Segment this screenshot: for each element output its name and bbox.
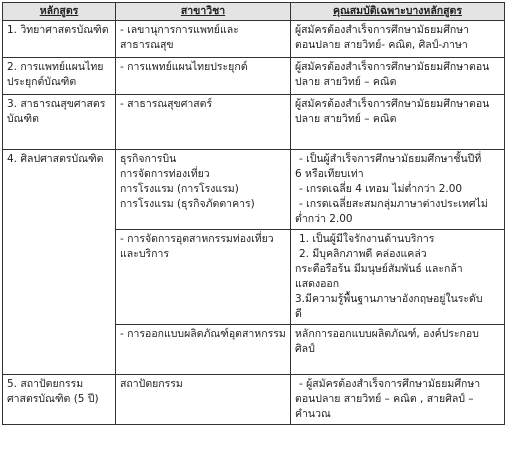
major-cell	[116, 21, 291, 58]
qualification-text: - ผู้สมัครต้องสำเร็จการศึกษามัธยมศึกษา	[299, 378, 481, 390]
qualification-cell	[291, 230, 505, 325]
program-cell	[3, 150, 116, 375]
qualification-text: - เป็นผู้สำเร็จการศึกษามัธยมศึกษาชั้นปีที่	[299, 153, 482, 165]
major-text: - การออกแบบผลิตภัณฑ์อุตสาหกรรม	[120, 328, 286, 340]
program-text: 5. สถาปัตยกรรม	[7, 378, 84, 390]
major-text: การจัดการท่องเที่ยว	[120, 168, 210, 180]
program-cell	[3, 21, 116, 58]
major-text: การโรงแรม (การโรงแรม)	[120, 183, 239, 195]
qualification-text: ผู้สมัครต้องสำเร็จการศึกษามัธยมศึกษาตอน	[295, 98, 490, 110]
major-cell	[116, 375, 291, 425]
qualification-text: 2. มีบุคลิกภาพดี คล่องแคล่ว	[299, 248, 427, 260]
header-major: สาขาวิชา	[116, 3, 291, 21]
header-qualification: คุณสมบัติเฉพาะบางหลักสูตร	[291, 3, 505, 21]
major-cell	[116, 230, 291, 325]
qualification-cell	[291, 58, 505, 95]
header-program: หลักสูตร	[3, 3, 116, 21]
program-text: 3. สาธารณสุขศาสตร	[7, 98, 106, 110]
qualification-text: ผู้สมัครต้องสำเร็จการศึกษามัธยมศึกษา	[295, 24, 470, 36]
program-text: ศาสตรบัณฑิต (5 ปี)	[7, 393, 99, 405]
major-text: - การจัดการอุตสาหกรรมท่องเที่ยว	[120, 233, 274, 245]
qualification-text: ตอนปลาย สายวิทย์- คณิต, ศิลป์-ภาษา	[295, 39, 468, 51]
table-row	[3, 58, 505, 95]
table-row	[3, 21, 505, 58]
program-text: 2. การแพทย์แผนไทย	[7, 61, 104, 73]
major-cell	[116, 95, 291, 150]
program-text: ประยุกต์บัณฑิต	[7, 76, 77, 88]
table-row	[3, 95, 505, 150]
qualification-text: กระตือรือร้น มีมนุษย์สัมพันธ์ และกล้า	[295, 263, 463, 275]
qualification-cell	[291, 95, 505, 150]
major-text: และบริการ	[120, 248, 170, 260]
qualification-text: ปลาย สายวิทย์ – คณิต	[295, 113, 397, 125]
qualification-text: ศิลป์	[295, 343, 315, 355]
table-row	[3, 150, 505, 230]
table-row	[3, 375, 505, 425]
program-cell	[3, 58, 116, 95]
qualification-text: ผู้สมัครต้องสำเร็จการศึกษามัธยมศึกษาตอน	[295, 61, 490, 73]
qualification-text: - เกรดเฉลี่ยสะสมกลุ่มภาษาต่างประเทศไม่	[299, 198, 488, 210]
qualification-text: 3.มีความรู้พื้นฐานภาษาอังกฤษอยู่ในระดับ	[295, 293, 483, 305]
qualification-cell	[291, 375, 505, 425]
major-text: - สาธารณสุขศาสตร์	[120, 98, 213, 110]
qualification-text: 6 หรือเทียบเท่า	[295, 168, 364, 180]
major-cell	[116, 150, 291, 230]
qualification-cell	[291, 21, 505, 58]
program-cell	[3, 95, 116, 150]
qualification-text: หลักการออกแบบผลิตภัณฑ์, องค์ประกอบ	[295, 328, 479, 340]
qualification-text: 1. เป็นผู้มีใจรักงานด้านบริการ	[299, 233, 435, 245]
qualification-cell	[291, 150, 505, 230]
qualification-text: ปลาย สายวิทย์ – คณิต	[295, 76, 397, 88]
qualification-text: ต่ำกว่า 2.00	[295, 213, 353, 225]
major-text: สถาปัตยกรรม	[120, 378, 183, 390]
major-text: - การแพทย์แผนไทยประยุกต์	[120, 61, 248, 73]
major-cell	[116, 325, 291, 375]
program-cell	[3, 375, 116, 425]
qualification-text: แสดงออก	[295, 278, 340, 290]
major-cell	[116, 58, 291, 95]
program-text: 4. ศิลปศาสตรบัณฑิต	[7, 153, 104, 165]
major-text: ธุรกิจการบิน	[120, 153, 177, 165]
qualification-text: คำนวณ	[295, 408, 331, 420]
table-header-row	[3, 3, 505, 21]
major-text: การโรงแรม (ธุรกิจภัตตาคาร)	[120, 198, 255, 210]
major-text: - เลขานุการการแพทย์และสาธารณสุข	[120, 24, 239, 51]
curriculum-table	[2, 2, 505, 425]
program-text: บัณฑิต	[7, 113, 39, 125]
qualification-text: ดี	[295, 308, 302, 320]
qualification-cell	[291, 325, 505, 375]
qualification-text: - เกรดเฉลี่ย 4 เทอม ไม่ต่ำกว่า 2.00	[299, 183, 463, 195]
program-text: 1. วิทยาศาสตรบัณฑิต	[7, 24, 109, 36]
qualification-text: ตอนปลาย สายวิทย์ – คณิต , สายศิลป์ –	[295, 393, 474, 405]
